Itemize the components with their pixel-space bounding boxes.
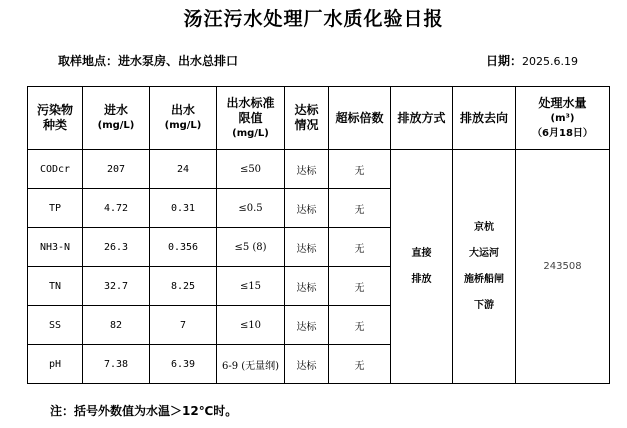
- treatment-volume-cell: 243508: [516, 150, 610, 384]
- standard-cell: 6-9 (无量纲): [217, 345, 285, 384]
- influent-cell: 4.72: [83, 189, 150, 228]
- footnote: 注：括号外数值为水温＞12℃时。: [50, 404, 238, 418]
- effluent-cell: 8.25: [150, 267, 217, 306]
- header-volume: 处理水量 (m³) （6月18日）: [516, 87, 610, 150]
- table-row: [28, 150, 610, 189]
- standard-cell: ≤5 (8): [217, 228, 285, 267]
- pollutant-cell: CODcr: [28, 150, 83, 189]
- exceed-cell: 无: [329, 189, 391, 228]
- pollutant-cell: NH3-N: [28, 228, 83, 267]
- standard-cell: ≤0.5: [217, 189, 285, 228]
- header-standard: 出水标准 限值 (mg/L): [217, 87, 285, 150]
- header-effluent: 出水 (mg/L): [150, 87, 217, 150]
- discharge-method-cell: 直接 排放: [391, 150, 453, 384]
- discharge-destination-cell: 京杭 大运河 施桥船闸 下游: [453, 150, 516, 384]
- exceed-cell: 无: [329, 306, 391, 345]
- header-discharge-method: 排放方式: [391, 87, 453, 150]
- effluent-cell: 7: [150, 306, 217, 345]
- influent-cell: 32.7: [83, 267, 150, 306]
- compliance-cell: 达标: [285, 345, 329, 384]
- exceed-cell: 无: [329, 150, 391, 189]
- header-compliance: 达标 情况: [285, 87, 329, 150]
- standard-cell: ≤15: [217, 267, 285, 306]
- pollutant-cell: TP: [28, 189, 83, 228]
- influent-cell: 26.3: [83, 228, 150, 267]
- influent-cell: 7.38: [83, 345, 150, 384]
- compliance-cell: 达标: [285, 306, 329, 345]
- header-pollutant: 污染物 种类: [28, 87, 83, 150]
- standard-cell: ≤10: [217, 306, 285, 345]
- standard-cell: ≤50: [217, 150, 285, 189]
- compliance-cell: 达标: [285, 189, 329, 228]
- effluent-cell: 0.31: [150, 189, 217, 228]
- exceed-cell: 无: [329, 228, 391, 267]
- date-label: 日期：: [486, 54, 523, 68]
- exceed-cell: 无: [329, 345, 391, 384]
- effluent-cell: 6.39: [150, 345, 217, 384]
- compliance-cell: 达标: [285, 228, 329, 267]
- header-influent: 进水 (mg/L): [83, 87, 150, 150]
- compliance-cell: 达标: [285, 267, 329, 306]
- report-title: 汤汪污水处理厂水质化验日报: [183, 8, 444, 30]
- report-date: [486, 52, 578, 69]
- header-exceed: 超标倍数: [329, 87, 391, 150]
- influent-cell: 82: [83, 306, 150, 345]
- table-header-row: [28, 87, 610, 150]
- compliance-cell: 达标: [285, 150, 329, 189]
- sampling-location: 取样地点：进水泵房、出水总排口: [58, 54, 239, 68]
- effluent-cell: 24: [150, 150, 217, 189]
- water-quality-table: [27, 86, 610, 384]
- influent-cell: 207: [83, 150, 150, 189]
- date-value: 2025.6.19: [522, 55, 578, 68]
- header-discharge-destination: 排放去向: [453, 87, 516, 150]
- pollutant-cell: pH: [28, 345, 83, 384]
- exceed-cell: 无: [329, 267, 391, 306]
- pollutant-cell: TN: [28, 267, 83, 306]
- pollutant-cell: SS: [28, 306, 83, 345]
- effluent-cell: 0.356: [150, 228, 217, 267]
